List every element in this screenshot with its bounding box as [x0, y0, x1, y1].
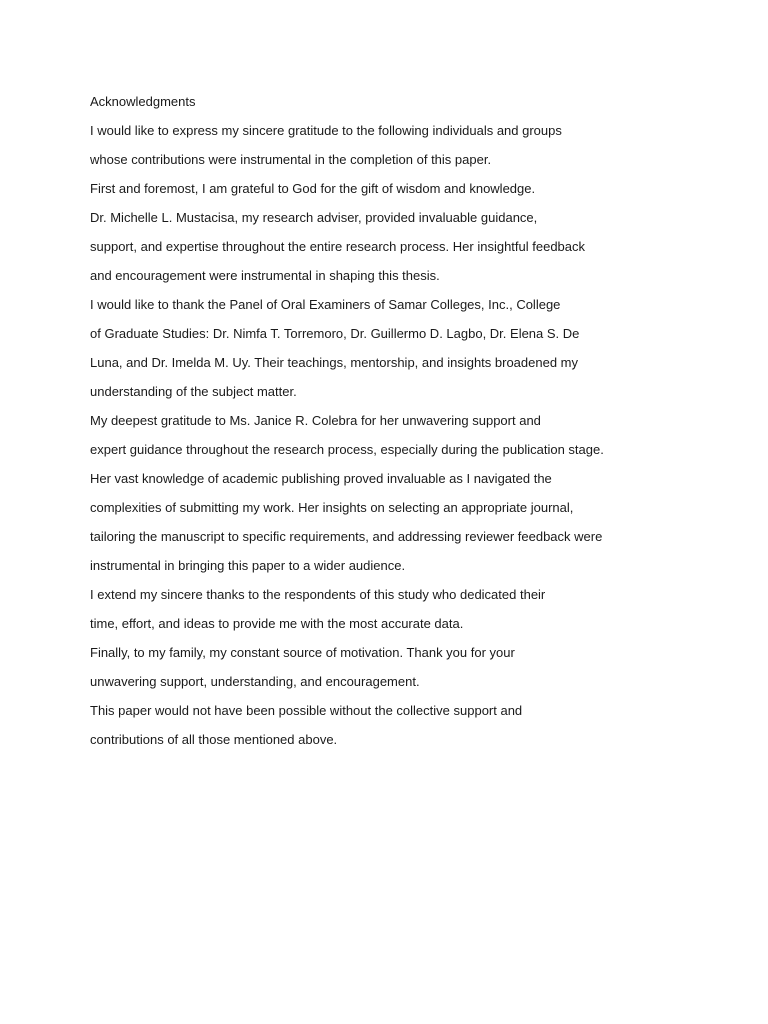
text-line: tailoring the manuscript to specific requirements, and addressing reviewer feedback were — [90, 529, 603, 544]
text-line: Dr. Michelle L. Mustacisa, my research adviser, provided invaluable guidance, — [90, 210, 538, 225]
text-line: This paper would not have been possible without the collective support and — [90, 703, 523, 718]
text-line: contributions of all those mentioned above. — [90, 732, 338, 747]
text-line: and encouragement were instrumental in shaping this thesis. — [90, 268, 440, 283]
text-line: time, effort, and ideas to provide me with the most accurate data. — [90, 616, 464, 631]
text-line: Finally, to my family, my constant source of motivation. Thank you for your — [90, 645, 515, 660]
text-line: understanding of the subject matter. — [90, 384, 297, 399]
text-line: Her vast knowledge of academic publishing proved invaluable as I navigated the — [90, 471, 552, 486]
text-line: I would like to express my sincere gratitude to the following individuals and groups — [90, 123, 562, 138]
acknowledgments-text — [90, 87, 730, 754]
text-line: whose contributions were instrumental in the completion of this paper. — [90, 152, 492, 167]
text-line: complexities of submitting my work. Her insights on selecting an appropriate journal, — [90, 500, 574, 515]
text-line: of Graduate Studies: Dr. Nimfa T. Torremoro, Dr. Guillermo D. Lagbo, Dr. Elena S. De — [90, 326, 580, 341]
text-line: unwavering support, understanding, and encouragement. — [90, 674, 420, 689]
text-line: support, and expertise throughout the entire research process. Her insightful feedback — [90, 239, 586, 254]
text-line: instrumental in bringing this paper to a wider audience. — [90, 558, 406, 573]
text-line: First and foremost, I am grateful to God for the gift of wisdom and knowledge. — [90, 181, 536, 196]
text-line: Luna, and Dr. Imelda M. Uy. Their teachings, mentorship, and insights broadened my — [90, 355, 579, 370]
text-line: I extend my sincere thanks to the respondents of this study who dedicated their — [90, 587, 546, 602]
heading-acknowledgments: Acknowledgments — [90, 94, 196, 109]
text-line: expert guidance throughout the research process, especially during the publication stage. — [90, 442, 604, 457]
text-line: I would like to thank the Panel of Oral Examiners of Samar Colleges, Inc., College — [90, 297, 561, 312]
text-line: My deepest gratitude to Ms. Janice R. Colebra for her unwavering support and — [90, 413, 541, 428]
